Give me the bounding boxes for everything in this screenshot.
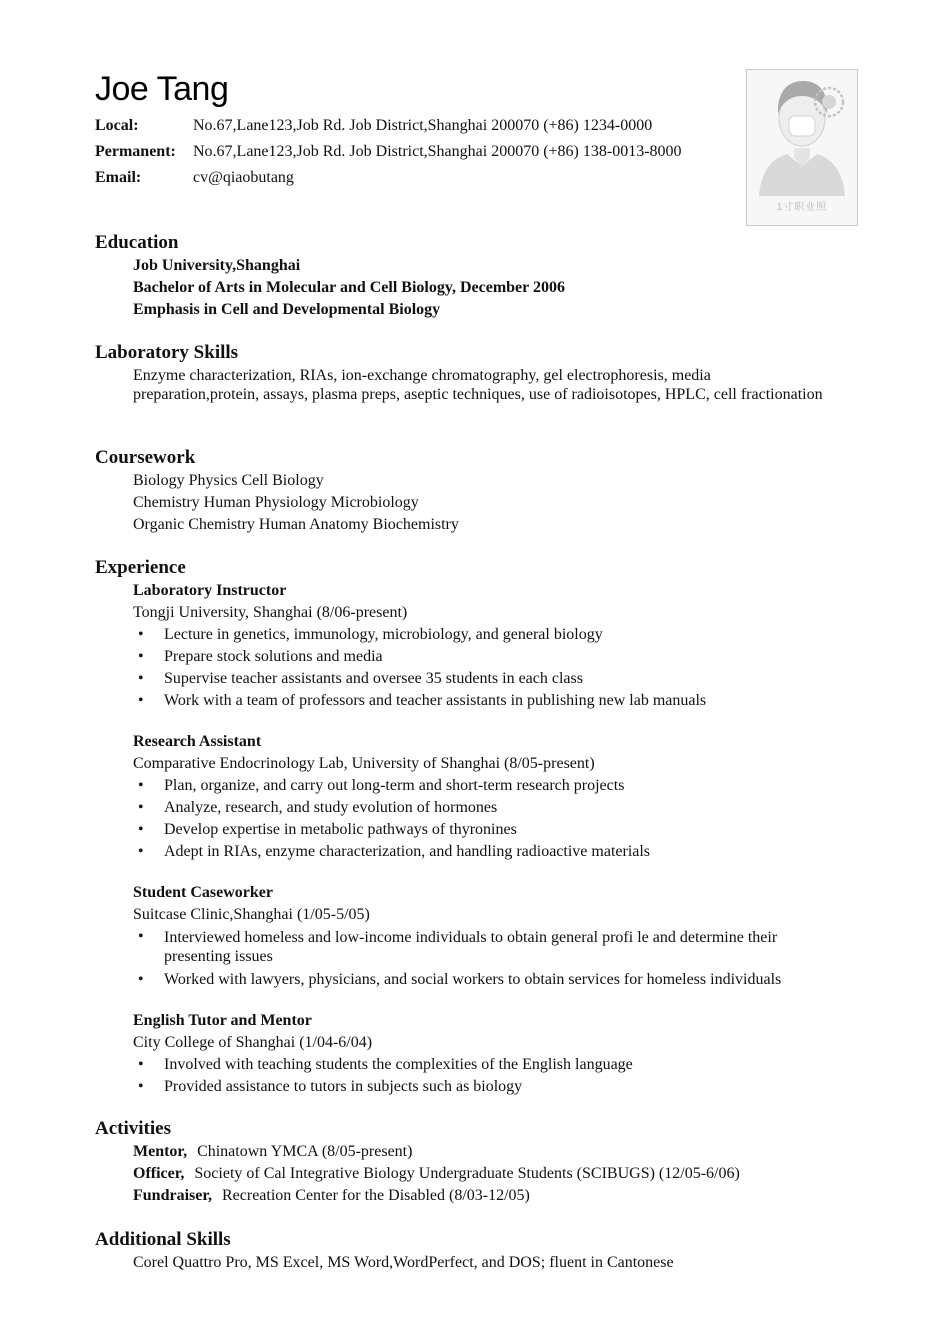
- contact-label: Local:: [95, 117, 139, 134]
- additional-skills-text: Corel Quattro Pro, MS Excel, MS Word,WordPerfect, and DOS; fluent in Cantonese: [133, 1254, 674, 1271]
- section-heading: Experience: [95, 557, 186, 578]
- bullet-icon: •: [138, 692, 144, 709]
- course-line: Biology Physics Cell Biology: [133, 472, 324, 489]
- activity-detail: Chinatown YMCA (8/05-present): [197, 1143, 413, 1160]
- activity-row: [133, 1185, 835, 1207]
- contact-email: cv@qiaobutang: [193, 169, 294, 186]
- section-lab-skills: [95, 340, 835, 404]
- bullet-icon: •: [138, 670, 144, 687]
- course-line: Chemistry Human Physiology Microbiology: [133, 494, 419, 511]
- section-heading: Coursework: [95, 447, 196, 468]
- list-item: • Adept in RIAs, enzyme characterization, and handling radioactive materials: [133, 841, 835, 863]
- section-heading: Laboratory Skills: [95, 342, 239, 363]
- contact-row-email: [95, 168, 682, 194]
- section-heading: Activities: [95, 1118, 171, 1139]
- bullet-icon: •: [138, 799, 144, 816]
- list-item: • Supervise teacher assistants and oversee 35 students in each class: [133, 668, 835, 690]
- section-heading: Additional Skills: [95, 1229, 231, 1250]
- contact-value: No.67,Lane123,Job Rd. Job District,Shanghai 200070 (+86) 138-0013-8000: [193, 143, 682, 160]
- section-experience: [95, 555, 835, 1117]
- job-org: City College of Shanghai (1/04-6/04): [133, 1034, 373, 1051]
- job-entry: [133, 580, 835, 712]
- section-education: [95, 230, 835, 321]
- profile-photo-placeholder: [746, 69, 858, 226]
- bullet-icon: •: [138, 821, 144, 838]
- contact-row-permanent: [95, 142, 682, 168]
- job-entry: [133, 731, 835, 863]
- job-title: Laboratory Instructor: [133, 582, 287, 599]
- course-line: Organic Chemistry Human Anatomy Biochemistry: [133, 516, 459, 533]
- section-heading: Education: [95, 232, 179, 253]
- list-item: • Prepare stock solutions and media: [133, 646, 835, 668]
- list-item: • Develop expertise in metabolic pathways of thyronines: [133, 819, 835, 841]
- section-additional-skills: [95, 1227, 835, 1274]
- list-item: • Work with a team of professors and teacher assistants in publishing new lab manuals: [133, 690, 835, 712]
- contact-row-local: [95, 116, 682, 142]
- activity-role: Fundraiser,: [133, 1187, 212, 1204]
- education-school: Job University,Shanghai: [133, 257, 301, 274]
- bullet-icon: •: [138, 626, 144, 643]
- job-org: Comparative Endocrinology Lab, University of Shanghai (8/05-present): [133, 755, 595, 772]
- job-title: Student Caseworker: [133, 884, 273, 901]
- list-item: • Provided assistance to tutors in subjects such as biology: [133, 1076, 835, 1098]
- contact-value: No.67,Lane123,Job Rd. Job District,Shanghai 200070 (+86) 1234-0000: [193, 117, 653, 134]
- activity-detail: Recreation Center for the Disabled (8/03-12/05): [221, 1187, 530, 1204]
- job-title: Research Assistant: [133, 733, 262, 750]
- list-item: • Lecture in genetics, immunology, microbiology, and general biology: [133, 624, 835, 646]
- photo-caption: 1寸职业照: [776, 202, 828, 213]
- bullet-icon: •: [138, 1078, 144, 1095]
- contact-label: Permanent:: [95, 143, 176, 160]
- education-degree: Bachelor of Arts in Molecular and Cell Biology, December 2006: [133, 279, 565, 296]
- bullet-icon: •: [138, 928, 144, 945]
- bullet-icon: •: [138, 843, 144, 860]
- bullet-icon: •: [138, 971, 144, 988]
- job-org: Tongji University, Shanghai (8/06-present): [133, 604, 408, 621]
- activity-role: Officer,: [133, 1165, 185, 1182]
- bullet-icon: •: [138, 648, 144, 665]
- job-title: English Tutor and Mentor: [133, 1012, 312, 1029]
- bullet-icon: •: [138, 1056, 144, 1073]
- job-org: Suitcase Clinic,Shanghai (1/05-5/05): [133, 906, 370, 923]
- section-activities: [95, 1116, 835, 1207]
- job-entry: [133, 882, 835, 991]
- list-item: • Plan, organize, and carry out long-term and short-term research projects: [133, 775, 835, 797]
- section-coursework: [95, 445, 835, 536]
- list-item: • Analyze, research, and study evolution of hormones: [133, 797, 835, 819]
- list-item: • Worked with lawyers, physicians, and social workers to obtain services for homeless individuals: [133, 969, 835, 991]
- education-emphasis: Emphasis in Cell and Developmental Biology: [133, 301, 441, 318]
- list-item: • Involved with teaching students the complexities of the English language: [133, 1054, 835, 1076]
- resume-name: Joe Tang: [95, 70, 229, 108]
- job-entry: [133, 1010, 835, 1098]
- list-item: • Interviewed homeless and low-income individuals to obtain general profi le and determine their presenting issues: [138, 928, 778, 965]
- lab-skills-text: Enzyme characterization, RIAs, ion-exchange chromatography, gel electrophoresis, media preparation,protein, assays, plasma preps, aseptic techniques, use of radioisotopes, HPLC, cell fractionation: [133, 367, 823, 403]
- activity-role: Mentor,: [133, 1143, 188, 1160]
- activity-row: [133, 1141, 835, 1163]
- contact-label: Email:: [95, 169, 142, 186]
- bullet-icon: •: [138, 777, 144, 794]
- activity-detail: Society of Cal Integrative Biology Undergraduate Students (SCIBUGS) (12/05-6/06): [194, 1165, 740, 1182]
- activity-row: [133, 1163, 835, 1185]
- contact-block: [95, 116, 682, 194]
